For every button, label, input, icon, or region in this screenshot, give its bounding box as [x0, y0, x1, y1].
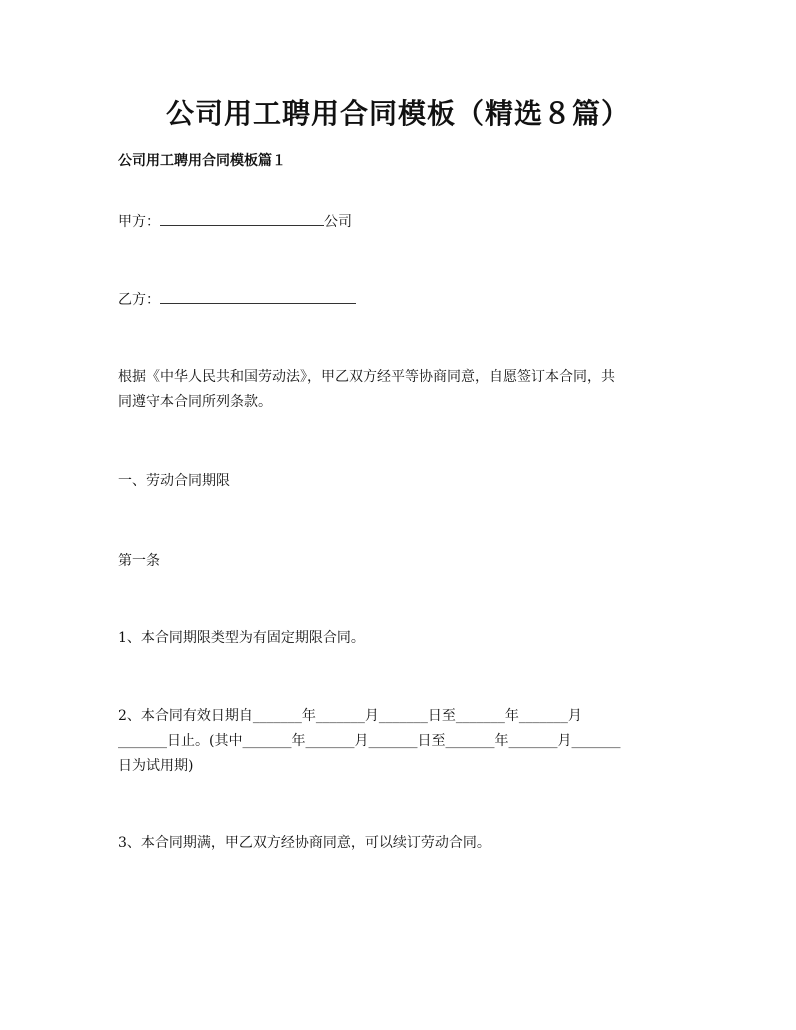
intro-line-2: 同遵守本合同所列条款。	[118, 394, 272, 410]
party-b-line	[118, 289, 356, 309]
intro-line-1: 根据《中华人民共和国劳动法》，甲乙双方经平等协商同意，自愿签订本合同，共	[118, 369, 615, 385]
party-a-suffix: 公司	[324, 214, 352, 230]
document-subtitle: 公司用工聘用合同模板篇１	[118, 153, 286, 169]
party-a-line	[118, 211, 352, 231]
article-1-heading: 第一条	[118, 553, 160, 569]
item-2-line-2: _______日止。(其中_______年_______月_______日至_______年_______月_______	[118, 733, 621, 749]
party-b-label: 乙方：	[118, 292, 160, 308]
item-2-line-3: 日为试用期)	[118, 758, 194, 774]
party-a-blank	[160, 211, 324, 226]
item-3: 3、本合同期满，甲乙双方经协商同意，可以续订劳动合同。	[118, 835, 491, 851]
item-2	[118, 704, 682, 779]
party-b-blank	[160, 289, 356, 304]
section-1-heading: 一、劳动合同期限	[118, 473, 230, 489]
document-title: 公司用工聘用合同模板（精选８篇）	[165, 97, 630, 130]
party-a-label: 甲方：	[118, 214, 160, 230]
intro-paragraph	[118, 365, 682, 415]
item-1: 1、本合同期限类型为有固定期限合同。	[118, 630, 365, 646]
item-2-line-1: 2、本合同有效日期自_______年_______月_______日至_______年_______月	[118, 708, 582, 724]
